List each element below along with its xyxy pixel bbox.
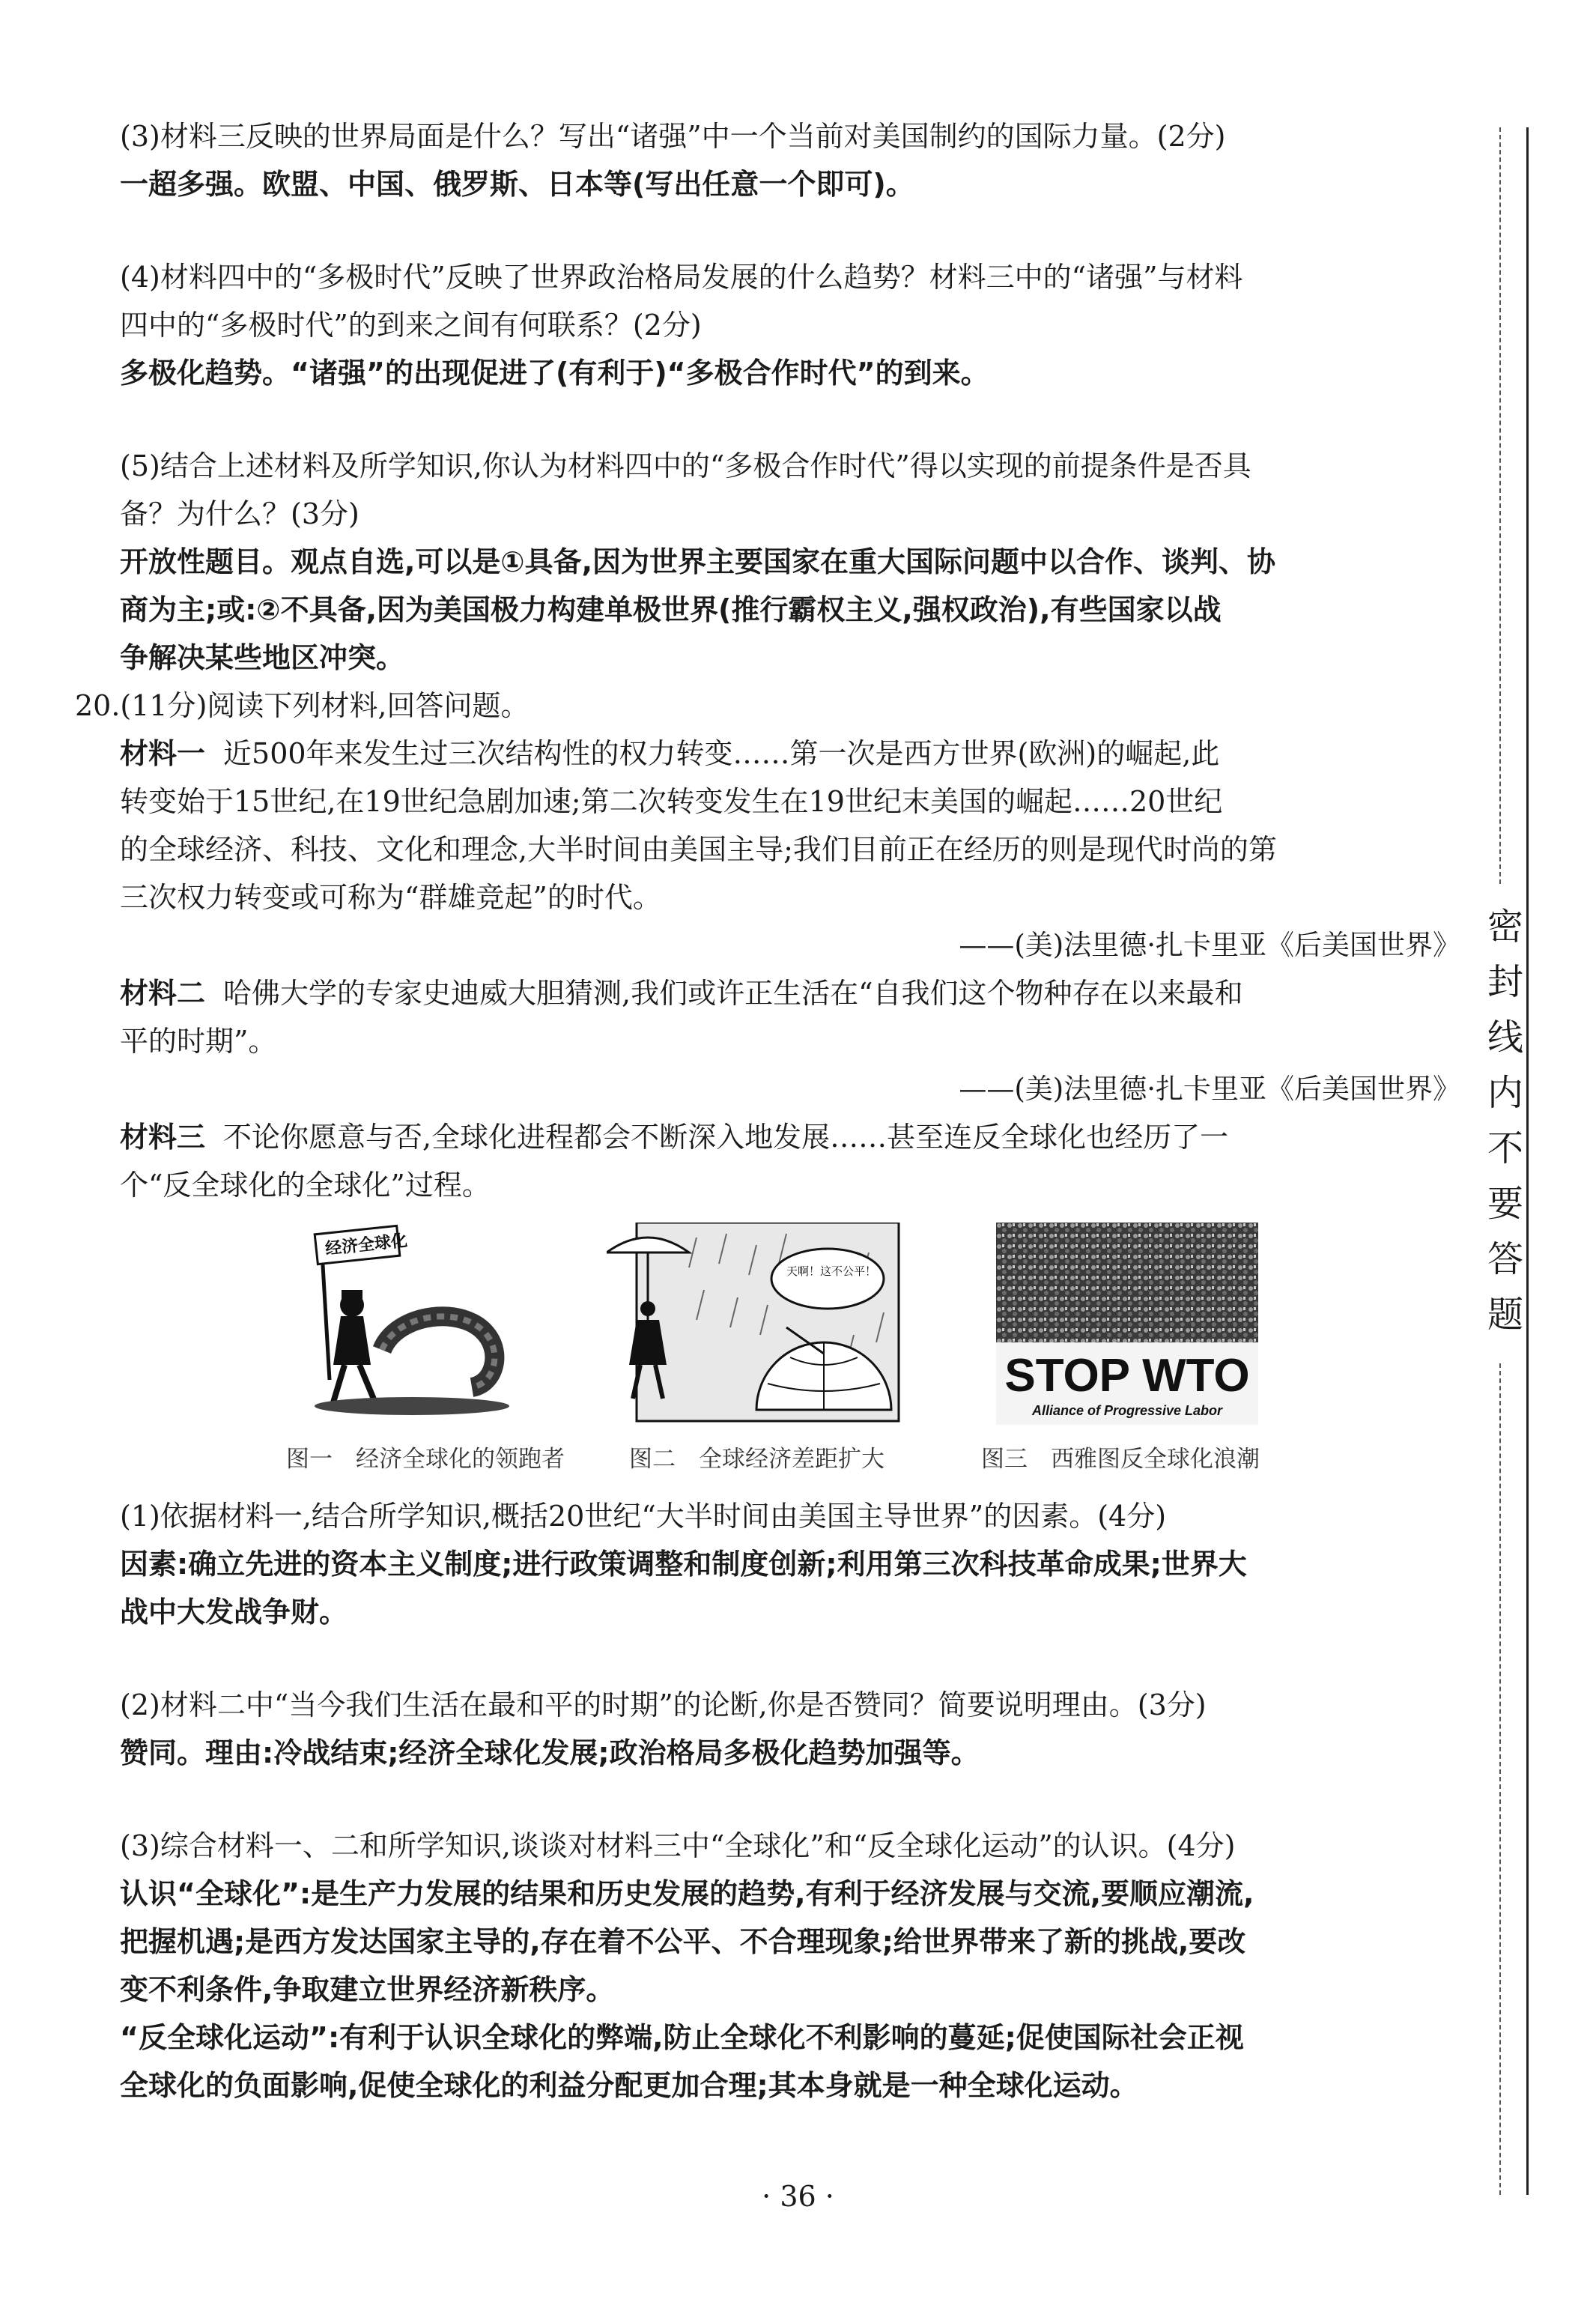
answer-20-3-line-4: “反全球化运动”:有利于认识全球化的弊端,防止全球化不利影响的蔓延;促使国际社会正视 [120,2021,1244,2054]
material-2-source: ——(美)法里德·扎卡里亚《后美国世界》 [959,1073,1460,1105]
figure-1-caption: 图一 经济全球化的领跑者 [286,1446,565,1473]
material-1-line-3: 的全球经济、科技、文化和理念,大半时间由美国主导;我们目前正在经历的则是现代时尚的第 [120,833,1277,866]
material-1-line-2: 转变始于15世纪,在19世纪急剧加速;第二次转变发生在19世纪末美国的崛起……20世纪 [120,785,1223,818]
figure-1-cartoon [300,1223,524,1425]
question-19-4-line-2: 四中的“多极时代”的到来之间有何联系？(2分) [120,309,702,342]
page-number: · 36 · [762,2180,834,2213]
figure-3-banner: STOP WTO [1004,1350,1250,1402]
material-1-line-4: 三次权力转变或可称为“群雄竞起”的时代。 [120,881,661,914]
answer-20-3-line-3: 变不利条件,争取建立世界经济新秩序。 [120,1973,615,2006]
answer-19-5-line-3: 争解决某些地区冲突。 [120,641,405,674]
question-20-3: (3)综合材料一、二和所学知识,谈谈对材料三中“全球化”和“反全球化运动”的认识。(4分) [120,1829,1236,1862]
material-1-label: 材料一 [120,737,206,770]
answer-20-3-line-5: 全球化的负面影响,促使全球化的利益分配更加合理;其本身就是一种全球化运动。 [120,2069,1138,2102]
question-19-5-line-2: 备？为什么？(3分) [120,497,359,530]
answer-19-5-line-1: 开放性题目。观点自选,可以是①具备,因为世界主要国家在重大国际问题中以合作、谈判、协 [120,545,1276,578]
question-20-heading: 20.(11分)阅读下列材料,回答问题。 [75,689,530,722]
answer-20-1-line-1: 因素:确立先进的资本主义制度;进行政策调整和制度创新;利用第三次科技革命成果;世界大 [120,1548,1247,1581]
material-2-label: 材料二 [120,977,206,1010]
material-3-label: 材料三 [120,1121,206,1154]
figure-3-banner-sub: Alliance of Progressive Labor [1031,1403,1223,1418]
figure-2-speech-bubble: 天啊！这不公平！ [786,1264,877,1278]
material-2-line-1: 材料二 哈佛大学的专家史迪威大胆猜测,我们或许正生活在“自我们这个物种存在以来最和 [120,977,1243,1010]
figure-2-cartoon [607,1223,906,1425]
content-area [75,112,1460,2109]
answer-19-4: 多极化趋势。“诸强”的出现促进了(有利于)“多极合作时代”的到来。 [120,357,989,390]
figure-3-caption: 图三 西雅图反全球化浪潮 [981,1446,1260,1473]
binding-dash-top [1499,127,1501,884]
figure-3-photo [996,1223,1258,1425]
answer-19-5-line-2: 商为主;或:②不具备,因为美国极力构建单极世界(推行霸权主义,强权政治),有些国家以战 [120,593,1222,626]
answer-20-3-line-2: 把握机遇;是西方发达国家主导的,存在着不公平、不合理现象;给世界带来了新的挑战,要改 [120,1925,1246,1958]
binding-dash-bottom [1499,1363,1501,2195]
answer-20-3-line-1: 认识“全球化”:是生产力发展的结果和历史发展的趋势,有利于经济发展与交流,要顺应潮流, [120,1877,1254,1910]
question-20-2: (2)材料二中“当今我们生活在最和平的时期”的论断,你是否赞同？简要说明理由。(3分) [120,1688,1207,1721]
seal-line-notice: 密 封 线 内 不 要 答 题 [1487,906,1523,1336]
answer-20-2: 赞同。理由:冷战结束;经济全球化发展;政治格局多极化趋势加强等。 [120,1736,980,1769]
material-1-source: ——(美)法里德·扎卡里亚《后美国世界》 [959,929,1460,961]
question-19-4-line-1: (4)材料四中的“多极时代”反映了世界政治格局发展的什么趋势？材料三中的“诸强”与材料 [120,261,1243,294]
material-2-line-2: 平的时期”。 [120,1025,277,1058]
answer-20-1-line-2: 战中大发战争财。 [120,1596,348,1629]
material-1-line-1: 材料一 近500年来发生过三次结构性的权力转变……第一次是西方世界(欧洲)的崛起,此 [120,737,1220,770]
question-19-5-line-1: (5)结合上述材料及所学知识,你认为材料四中的“多极合作时代”得以实现的前提条件是否具 [120,449,1251,482]
figures-row [120,1223,1460,1492]
question-19-3: (3)材料三反映的世界局面是什么？写出“诸强”中一个当前对美国制约的国际力量。(2分) [120,120,1226,153]
material-3-line-2: 个“反全球化的全球化”过程。 [120,1169,491,1202]
answer-19-3: 一超多强。欧盟、中国、俄罗斯、日本等(写出任意一个即可)。 [120,168,914,201]
material-3-line-1: 材料三 不论你愿意与否,全球化进程都会不断深入地发展……甚至连反全球化也经历了一 [120,1121,1229,1154]
figure-2-caption: 图二 全球经济差距扩大 [629,1446,885,1473]
question-20-1: (1)依据材料一,结合所学知识,概括20世纪“大半时间由美国主导世界”的因素。(4分) [120,1500,1167,1533]
figure-1-sign: 经济全球化 [324,1232,409,1259]
